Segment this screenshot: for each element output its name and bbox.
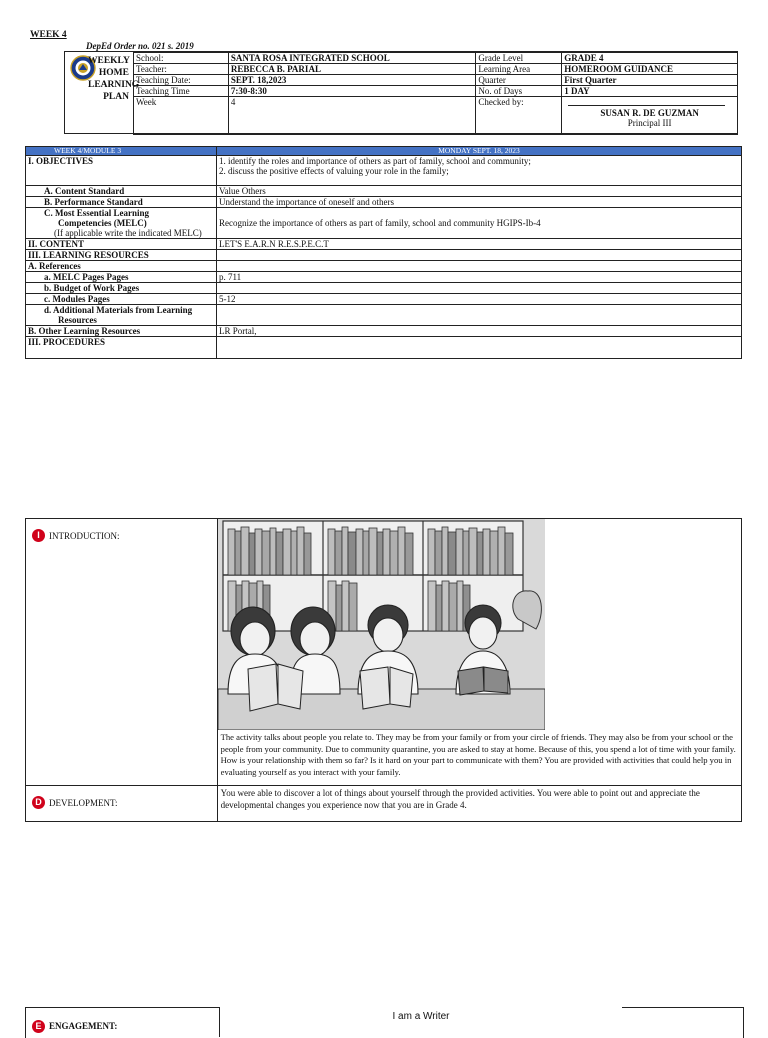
- week-label: WEEK 4: [30, 30, 67, 40]
- introduction-badge-icon: I: [32, 529, 45, 542]
- engagement-label: ENGAGEMENT:: [49, 1021, 118, 1032]
- signature-block: [562, 97, 738, 135]
- melc-label-cell: [26, 208, 217, 239]
- date-label: Teaching Date:: [134, 75, 229, 86]
- teacher-label: Teacher:: [134, 64, 229, 75]
- checked-by-label: Checked by:: [476, 97, 562, 135]
- time-label: Teaching Time: [134, 86, 229, 97]
- intro-development-table: [25, 518, 742, 822]
- development-badge-icon: D: [32, 796, 45, 809]
- other-resources-label: B. Other Learning Resources: [26, 326, 217, 337]
- engagement-title-gap: [220, 1007, 622, 1008]
- additional-materials-line-2: Resources: [58, 315, 97, 325]
- development-label: DEVELOPMENT:: [49, 797, 118, 808]
- introduction-label: INTRODUCTION:: [49, 530, 120, 541]
- content-standard-label: A. Content Standard: [26, 186, 217, 197]
- plan-title-home: HOME: [98, 68, 129, 78]
- development-label-cell: [26, 786, 218, 822]
- additional-materials-line-1: d. Additional Materials from Learning: [44, 305, 193, 315]
- references-value: [217, 261, 742, 272]
- melc-pages-value: p. 711: [217, 272, 742, 283]
- plan-title-learning: LEARNING: [88, 80, 140, 90]
- header-box: [64, 51, 738, 134]
- budget-pages-label: b. Budget of Work Pages: [26, 283, 217, 294]
- days-label: No. of Days: [476, 86, 562, 97]
- additional-materials-value: [217, 305, 742, 326]
- performance-standard-value: Understand the importance of oneself and others: [217, 197, 742, 208]
- date-value: SEPT. 18,2023: [228, 75, 476, 86]
- days-value: 1 DAY: [562, 86, 738, 97]
- modules-pages-value: 5-12: [217, 294, 742, 305]
- content-label: II. CONTENT: [26, 239, 217, 250]
- bar-day-date: MONDAY SEPT. 18, 2023: [217, 147, 742, 156]
- objective-1: 1. identify the roles and importance of others as part of family, school and community;: [219, 156, 531, 166]
- quarter-label: Quarter: [476, 75, 562, 86]
- modules-pages-label: c. Modules Pages: [26, 294, 217, 305]
- header-table: [133, 52, 738, 135]
- melc-label-line-2: Competencies (MELC): [58, 218, 147, 228]
- quarter-value: First Quarter: [562, 75, 738, 86]
- procedures-label: III. PROCEDURES: [26, 337, 217, 359]
- area-value: HOMEROOM GUIDANCE: [562, 64, 738, 75]
- week-number-value: 4: [228, 97, 476, 135]
- plan-title-plan: PLAN: [103, 92, 129, 102]
- objectives-label: I. OBJECTIVES: [26, 156, 217, 186]
- melc-value: Recognize the importance of others as part of family, school and community HGIPS-Ib-4: [217, 208, 742, 239]
- engagement-label-cell: [32, 1017, 117, 1035]
- melc-pages-label: a. MELC Pages Pages: [26, 272, 217, 283]
- grade-label: Grade Level: [476, 53, 562, 64]
- content-value: LET'S E.A.R.N R.E.S.P.E.C.T: [217, 239, 742, 250]
- introduction-text: The activity talks about people you relate to. They may be from your family or from your circle of friends. They may also be from your school or the people from your community. Due to community quarantine, you are asked to stay at home. Because of this, you spend a lot of time with your family. How is your relationship with them so far? Is it hard on your part to communicate with them? You are provided with activities that could help you in evaluating yourself as you interact with your family.: [220, 732, 736, 777]
- engagement-badge-icon: E: [32, 1020, 45, 1033]
- learning-resources-label: III. LEARNING RESOURCES: [26, 250, 217, 261]
- engagement-section: [25, 1007, 744, 1038]
- learning-resources-value: [217, 250, 742, 261]
- introduction-label-cell: [26, 519, 218, 786]
- additional-materials-label-cell: [26, 305, 217, 326]
- introduction-content-cell: [217, 519, 741, 786]
- time-value: 7:30-8:30: [228, 86, 476, 97]
- school-value: SANTA ROSA INTEGRATED SCHOOL: [228, 53, 476, 64]
- week-number-label: Week: [134, 97, 229, 135]
- teacher-value: REBECCA B. PARIAL: [228, 64, 476, 75]
- references-label: A. References: [26, 261, 217, 272]
- development-text: You were able to discover a lot of things about yourself through the provided activities. You were able to point out and appreciate the developmental changes you experience now that you are in Grade 4.: [217, 786, 741, 822]
- melc-note: (If applicable write the indicated MELC): [54, 228, 202, 238]
- procedures-value: [217, 337, 742, 359]
- plan-title-weekly: WEEKLY: [88, 56, 130, 66]
- grade-value: GRADE 4: [562, 53, 738, 64]
- performance-standard-label: B. Performance Standard: [26, 197, 217, 208]
- objectives-table: [25, 146, 742, 359]
- principal-title: Principal III: [627, 118, 672, 128]
- deped-order: DepEd Order no. 021 s. 2019: [86, 41, 194, 51]
- signature-line: [568, 105, 725, 106]
- area-label: Learning Area: [476, 64, 562, 75]
- principal-name: SUSAN R. DE GUZMAN: [600, 108, 699, 118]
- content-standard-value: Value Others: [217, 186, 742, 197]
- other-resources-value: LR Portal,: [217, 326, 742, 337]
- objectives-cell: [217, 156, 742, 186]
- bar-week-module: WEEK 4/MODULE 3: [26, 147, 217, 156]
- week-module-bar: [26, 147, 742, 156]
- children-reading-illustration: [218, 519, 545, 730]
- objective-2: 2. discuss the positive effects of valuing your role in the family;: [219, 166, 449, 176]
- melc-label-line-1: C. Most Essential Learning: [44, 208, 150, 218]
- engagement-title: I am a Writer: [392, 1011, 450, 1022]
- budget-pages-value: [217, 283, 742, 294]
- school-label: School:: [134, 53, 229, 64]
